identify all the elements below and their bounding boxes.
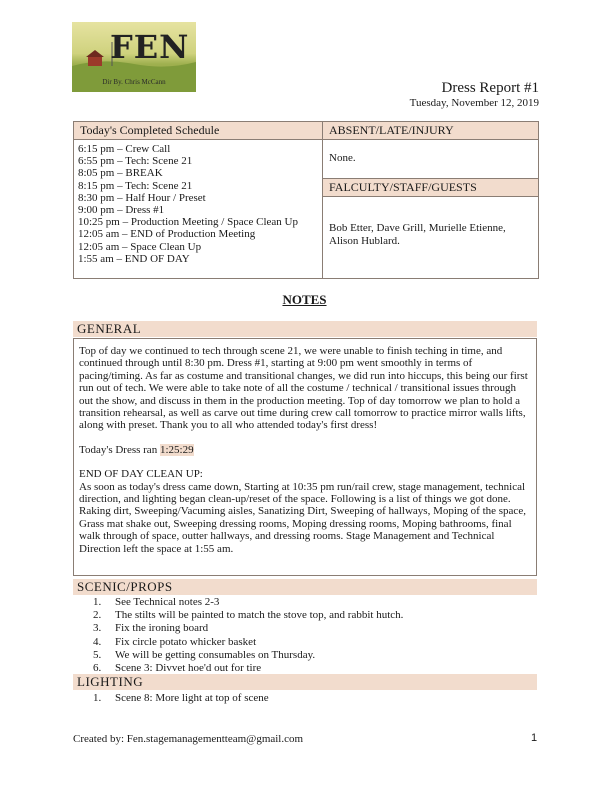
list-item: 2. The stilts will be painted to match the stove top, and rabbit hutch. — [93, 609, 404, 622]
dress-run-time: 1:25:29 — [159, 443, 194, 456]
schedule-header: Today's Completed Schedule — [74, 122, 322, 140]
general-header: GENERAL — [73, 321, 537, 337]
absent-header: ABSENT/LATE/INJURY — [323, 122, 538, 140]
footer-created-by: Created by: Fen.stagemanagementteam@gmail.com — [73, 733, 304, 745]
list-item: 1. See Technical notes 2-3 — [93, 596, 220, 608]
schedule-item: 10:25 pm – Production Meeting / Space Clean Up — [78, 216, 298, 229]
schedule-column — [74, 122, 323, 278]
cleanup-title: END OF DAY CLEAN UP: — [79, 468, 203, 481]
report-title: Dress Report #1 — [441, 80, 539, 96]
absent-body: None. — [323, 140, 538, 179]
attendance-column — [323, 122, 538, 278]
dress-run-time-line — [79, 444, 532, 456]
schedule-item: 12:05 am – Space Clean Up — [78, 240, 202, 253]
report-date: Tuesday, November 12, 2019 — [409, 97, 539, 109]
scenic-list — [93, 596, 403, 675]
guests-body: Bob Etter, Dave Grill, Murielle Etienne, Alison Hublard. — [329, 222, 506, 247]
schedule-item: 6:15 pm – Crew Call — [78, 143, 171, 155]
general-body — [73, 338, 537, 576]
show-logo — [72, 22, 196, 92]
notes-title: NOTES — [282, 292, 327, 307]
logo-subtitle: Dir By. Chris McCann — [102, 78, 166, 86]
schedule-table — [73, 121, 539, 279]
list-item: 3. Fix the ironing board — [93, 622, 209, 635]
schedule-item: 1:55 am – END OF DAY — [78, 252, 190, 265]
schedule-list — [74, 140, 322, 265]
scenic-header: SCENIC/PROPS — [73, 579, 537, 595]
general-paragraph: Top of day we continued to tech through scene 21, we were unable to finish teching in time, and continued through until 8:30 pm. Dress #1, starting at 9:00 pm went smoothly in terms of pacing/timing. As far as costume and transitional changes, we did run into hiccups, this being our first run out of tech. We were able to take note of all the costume / technical / transitional issues through out the show, and discuss in them in the production meeting. Top of day tomorrow we plan to hold a transition rehearsal, as well as carve out time during crew call tomorrow to practice mirror walls lifts, along with preset. Thank you to all who attended today's first dress! — [79, 345, 528, 432]
list-item: 5. We will be getting consumables on Thursday. — [93, 648, 316, 661]
lighting-header: LIGHTING — [73, 674, 537, 690]
lighting-list — [93, 692, 269, 705]
page-number: 1 — [531, 732, 538, 744]
schedule-item: 8:15 pm – Tech: Scene 21 — [78, 179, 193, 192]
schedule-item: 12:05 am – END of Production Meeting — [78, 228, 256, 241]
schedule-item: 9:00 pm – Dress #1 — [78, 204, 165, 217]
cleanup-body: As soon as today's dress came down, Starting at 10:35 pm run/rail crew, stage management, technical direction, and lighting began clean-up/reset of the space. Following is a list of things we got done. Raking dirt, Sweeping/Vacuming aisles, Sanatizing Dirt, Sweeping of hallways, Moping of the space, Grass mat shake out, Sweeping dressing rooms, Moping dressing rooms, Moping bathrooms, final walk through of space, outter hallways, and dressing rooms. Stage Management and Technical Direction left the space at 1:55 am. — [79, 480, 526, 555]
schedule-item: 8:30 pm – Half Hour / Preset — [78, 191, 206, 204]
list-item: 1. Scene 8: More light at top of scene — [93, 692, 269, 704]
logo-title: FEN — [110, 28, 190, 66]
schedule-item: 8:05 pm – BREAK — [78, 167, 163, 180]
guests-header: FALCULTY/STAFF/GUESTS — [323, 179, 538, 197]
schedule-item: 6:55 pm – Tech: Scene 21 — [78, 155, 193, 168]
dress-run-label: Today's Dress ran — [79, 443, 160, 456]
list-item: 4. Fix circle potato whicker basket — [93, 635, 257, 648]
list-item: 6. Scene 3: Divvet hoe'd out for tire — [93, 662, 262, 675]
